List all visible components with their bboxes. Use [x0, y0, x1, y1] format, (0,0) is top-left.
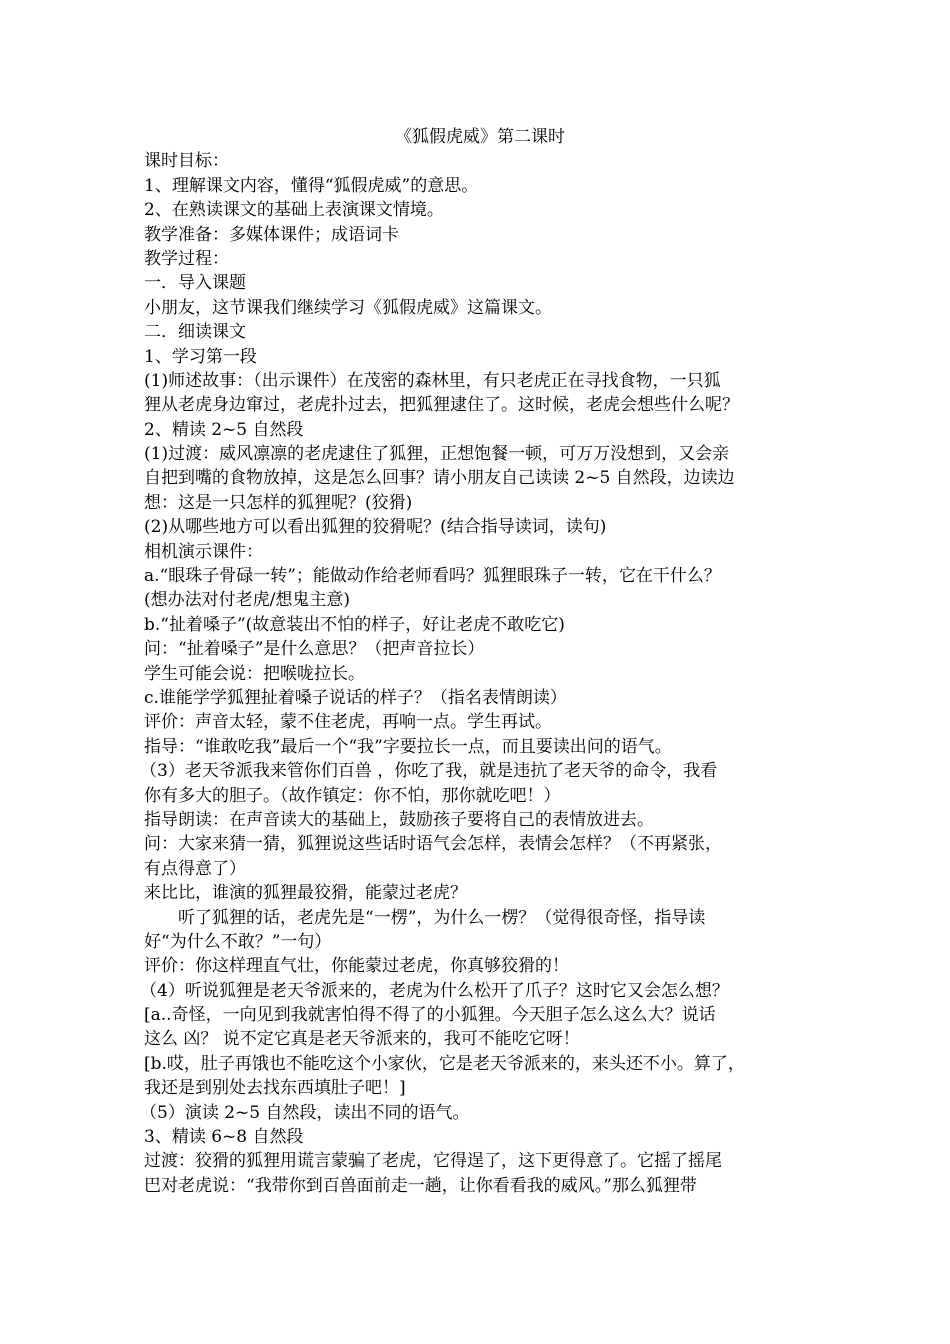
- text-line: （5）演读 2~5 自然段，读出不同的语气。: [140, 1102, 470, 1123]
- text-line: [b.哎，肚子再饿也不能吃这个小家伙，它是老天爷派来的，来头还不小。算了，: [144, 1053, 745, 1074]
- text-line: (想办法对付老虎/想鬼主意): [144, 590, 350, 611]
- text-line: 2、在熟读课文的基础上表演课文情境。: [144, 200, 444, 221]
- text-line: 问：大家来猜一猜，狐狸说这些话时语气会怎样，表情会怎样？（不再紧张，: [144, 834, 722, 855]
- text-line: 学生可能会说：把喉咙拉长。: [144, 663, 365, 684]
- text-line: 我还是到别处去找东西填肚子吧！]: [144, 1078, 406, 1099]
- text-line: 2、精读 2~5 自然段: [144, 419, 304, 440]
- text-line: 教学过程：: [144, 248, 229, 269]
- text-line: b.“扯着嗓子”(故意装出不怕的样子，好让老虎不敢吃它): [144, 614, 565, 635]
- text-line: a.“眼珠子骨碌一转”；能做动作给老师看吗？狐狸眼珠子一转，它在干什么？: [144, 566, 721, 587]
- text-line: 1、学习第一段: [144, 346, 257, 367]
- text-line: c.谁能学学狐狸扯着嗓子说话的样子？（指名表情朗读）: [144, 687, 567, 708]
- text-line: 来比比，谁演的狐狸最狡猾，能蒙过老虎？: [144, 883, 467, 904]
- text-line: 小朋友，这节课我们继续学习《狐假虎威》这篇课文。: [144, 297, 552, 318]
- text-line: 指导朗读：在声音读大的基础上，鼓励孩子要将自己的表情放进去。: [144, 809, 654, 830]
- document-page: [140, 125, 816, 1198]
- text-line: （4）听说狐狸是老天爷派来的，老虎为什么松开了爪子？这时它又会怎么想？: [140, 980, 729, 1001]
- text-line: 3、精读 6~8 自然段: [144, 1127, 304, 1148]
- text-line: 有点得意了）: [144, 858, 246, 879]
- text-line: 评价：声音太轻，蒙不住老虎，再响一点。学生再试。: [144, 712, 552, 733]
- text-line: 想：这是一只怎样的狐狸呢？(狡猾): [144, 492, 413, 513]
- text-line: 听了狐狸的话，老虎先是“一楞”，为什么一楞？（觉得很奇怪，指导读: [178, 907, 706, 928]
- text-line: 评价：你这样理直气壮，你能蒙过老虎，你真够狡猾的！: [144, 956, 569, 977]
- text-line: [a..奇怪，一向见到我就害怕得不得了的小狐狸。今天胆子怎么这么大？说话: [144, 1005, 716, 1026]
- text-line: （3）老天爷派我来管你们百兽 ，你吃了我，就是违抗了老天爷的命令，我看: [140, 761, 718, 782]
- section-heading: 二．细读课文: [144, 322, 246, 343]
- text-line: (1)过渡：威风凛凛的老虎逮住了狐狸，正想饱餐一顿，可万万没想到，又会亲: [144, 444, 730, 465]
- text-line: 教学准备：多媒体课件；成语词卡: [144, 224, 399, 245]
- text-line: 好“为什么不敢？”一句）: [144, 931, 332, 952]
- section-heading: 一．导入课题: [144, 273, 246, 294]
- text-line: 巴对老虎说：“我带你到百兽面前走一趟，让你看看我的威风。”那么狐狸带: [144, 1175, 697, 1196]
- text-line: 你有多大的胆子。（故作镇定：你不怕，那你就吃吧！）: [144, 785, 561, 806]
- text-line: 自把到嘴的食物放掉，这是怎么回事？请小朋友自己读读 2~5 自然段，边读边: [144, 468, 735, 489]
- document-body: [140, 149, 816, 1198]
- text-line: 过渡：狡猾的狐狸用谎言蒙骗了老虎，它得逞了，这下更得意了。它摇了摇尾: [144, 1151, 722, 1172]
- text-line: 这么 凶？ 说不定它真是老天爷派来的，我可不能吃它呀！: [144, 1029, 580, 1050]
- text-line: 问：“扯着嗓子”是什么意思？（把声音拉长）: [144, 639, 485, 660]
- text-line: 课时目标：: [144, 151, 229, 172]
- text-line: (2)从哪些地方可以看出狐狸的狡猾呢？(结合指导读词，读句): [144, 517, 607, 538]
- text-line: 狸从老虎身边窜过，老虎扑过去，把狐狸逮住了。这时候，老虎会想些什么呢？: [144, 395, 739, 416]
- text-line: 相机演示课件：: [144, 541, 263, 562]
- document-title: 《狐假虎威》第二课时: [395, 127, 565, 147]
- text-line: 指导：“谁敢吃我”最后一个“我”字要拉长一点，而且要读出问的语气。: [144, 736, 672, 757]
- text-line: 1、理解课文内容，懂得“狐假虎威”的意思。: [144, 175, 479, 196]
- text-line: (1)师述故事：（出示课件）在茂密的森林里，有只老虎正在寻找食物，一只狐: [144, 370, 721, 391]
